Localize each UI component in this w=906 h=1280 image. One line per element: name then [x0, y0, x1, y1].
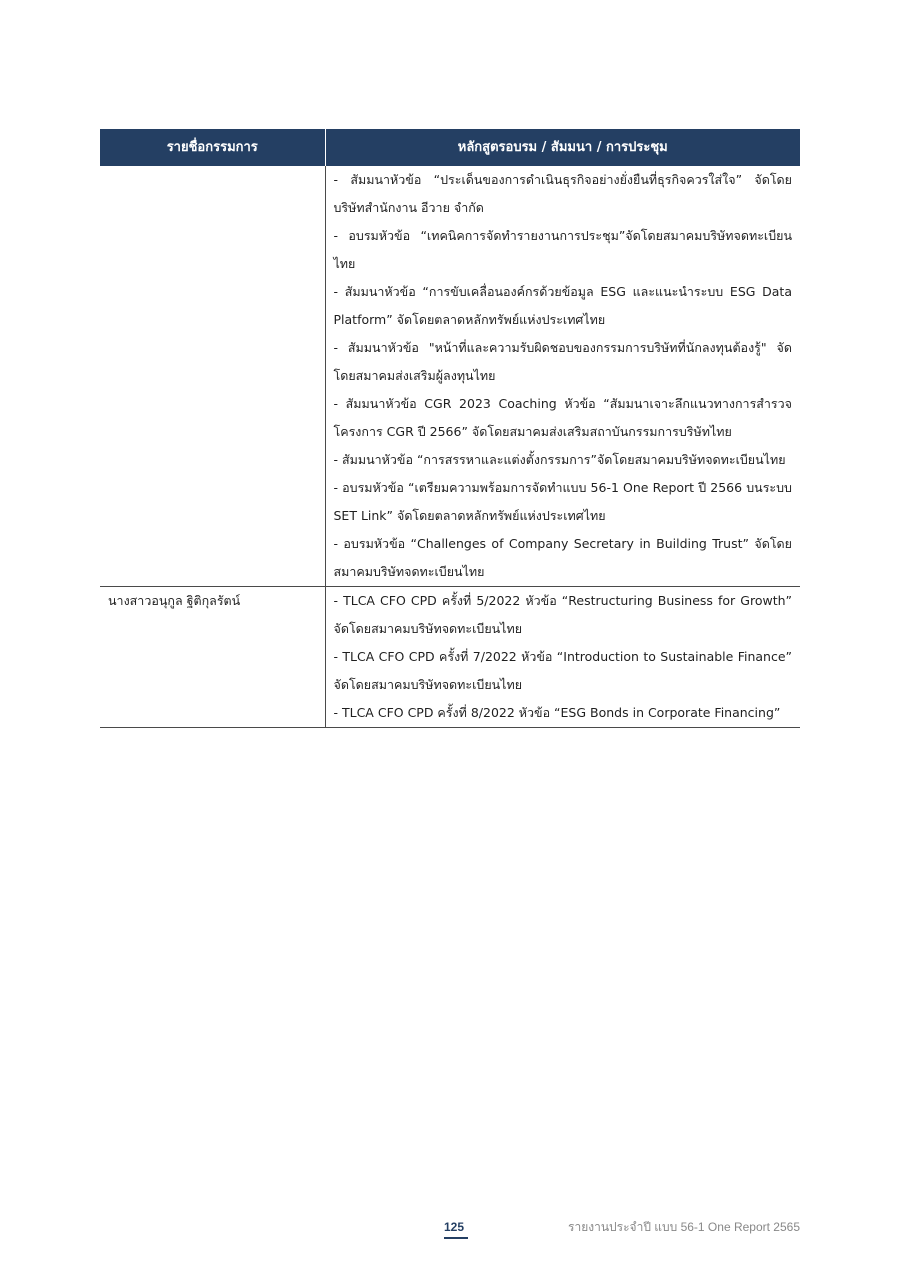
- course-item: - อบรมหัวข้อ “เตรียมความพร้อมการจัดทำแบบ 56-1 One Report ปี 2566 บนระบบ SET Link” จัดโดยตลาดหลักทรัพย์แห่งประเทศไทย: [333, 480, 792, 523]
- page-number: 125: [444, 1220, 465, 1234]
- course-item: - สัมมนาหัวข้อ “ประเด็นของการดำเนินธุรกิจอย่างยั่งยืนที่ธุรกิจควรใส่ใจ” จัดโดยบริษัทสำนักงาน อีวาย จำกัด: [333, 172, 792, 215]
- director-name: นางสาวอนุกูล ฐิติกุลรัตน์: [100, 587, 325, 728]
- course-list: [325, 587, 800, 728]
- director-name: [100, 166, 325, 587]
- course-item: - อบรมหัวข้อ “เทคนิคการจัดทำรายงานการประชุม”จัดโดยสมาคมบริษัทจดทะเบียนไทย: [333, 228, 792, 271]
- report-title: รายงานประจำปี แบบ 56-1 One Report 2565: [568, 1220, 800, 1234]
- table-header-row: [100, 129, 800, 166]
- page-footer: [0, 1219, 906, 1239]
- column-header-courses: หลักสูตรอบรม / สัมมนา / การประชุม: [325, 129, 800, 166]
- course-item: - สัมมนาหัวข้อ "หน้าที่และความรับผิดชอบของกรรมการบริษัทที่นักลงทุนต้องรู้" จัดโดยสมาคมส่งเสริมผู้ลงทุนไทย: [333, 340, 792, 383]
- course-item: - TLCA CFO CPD ครั้งที่ 7/2022 หัวข้อ “Introduction to Sustainable Finance” จัดโดยสมาคมบริษัทจดทะเบียนไทย: [333, 649, 792, 692]
- director-training-table: [100, 129, 800, 728]
- course-list: [325, 166, 800, 587]
- course-item: - สัมมนาหัวข้อ CGR 2023 Coaching หัวข้อ “สัมมนาเจาะลึกแนวทางการสำรวจโครงการ CGR ปี 2566” จัดโดยสมาคมส่งเสริมสถาบันกรรมการบริษัทไทย: [333, 396, 792, 439]
- course-item: - สัมมนาหัวข้อ “การสรรหาและแต่งตั้งกรรมการ”จัดโดยสมาคมบริษัทจดทะเบียนไทย: [333, 452, 786, 467]
- page-number-underline: [444, 1237, 468, 1239]
- column-header-name: รายชื่อกรรมการ: [100, 129, 325, 166]
- table-row: [100, 166, 800, 587]
- course-item: - อบรมหัวข้อ “Challenges of Company Secretary in Building Trust” จัดโดยสมาคมบริษัทจดทะเบียนไทย: [333, 536, 792, 579]
- course-item: - TLCA CFO CPD ครั้งที่ 5/2022 หัวข้อ “Restructuring Business for Growth” จัดโดยสมาคมบริษัทจดทะเบียนไทย: [333, 593, 792, 636]
- table-row: [100, 587, 800, 728]
- course-item: - TLCA CFO CPD ครั้งที่ 8/2022 หัวข้อ “ESG Bonds in Corporate Financing”: [333, 705, 781, 720]
- course-item: - สัมมนาหัวข้อ “การขับเคลื่อนองค์กรด้วยข้อมูล ESG และแนะนำระบบ ESG Data Platform” จัดโดยตลาดหลักทรัพย์แห่งประเทศไทย: [333, 284, 792, 327]
